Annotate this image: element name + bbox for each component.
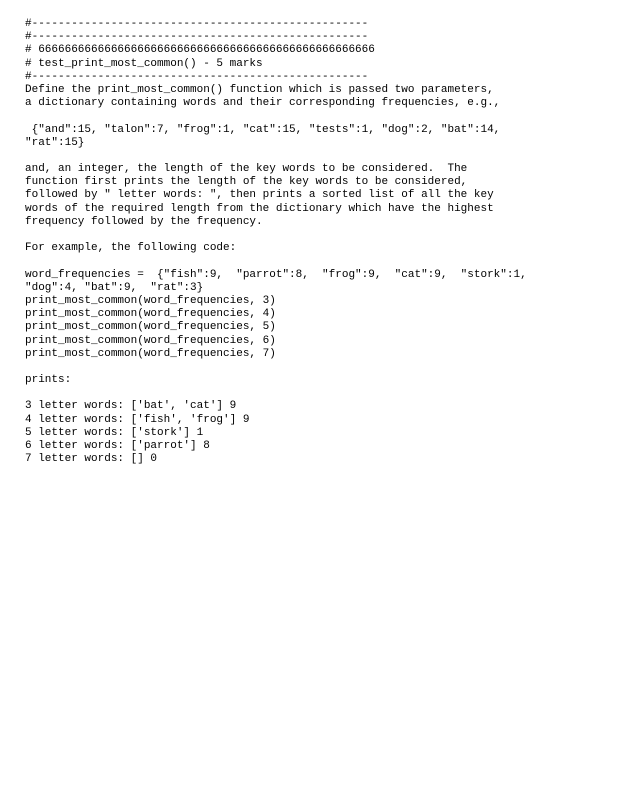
blank-line xyxy=(25,229,625,242)
code-line: "dog":4, "bat":9, "rat":3} xyxy=(25,281,204,294)
prints-label-line: prints: xyxy=(25,374,72,387)
output-line: 4 letter words: ['fish', 'frog'] 9 xyxy=(25,413,250,426)
code-line: word_frequencies = {"fish":9, "parrot":8, "frog":9, "cat":9, "stork":1, xyxy=(25,268,527,281)
description-line: a dictionary containing words and their corresponding frequencies, e.g., xyxy=(25,97,501,110)
code-line: print_most_common(word_frequencies, 6) xyxy=(25,334,276,347)
output-line: 6 letter words: ['parrot'] 8 xyxy=(25,440,210,452)
document-text xyxy=(25,18,625,466)
comment-sixes-line: # 666666666666666666666666666666666666666666666666666 xyxy=(25,44,375,57)
code-line: print_most_common(word_frequencies, 4) xyxy=(25,308,276,321)
output-line: 3 letter words: ['bat', 'cat'] 9 xyxy=(25,400,237,413)
example-dictionary-line: "rat":15} xyxy=(25,136,85,149)
comment-title-line: # test_print_most_common() - 5 marks xyxy=(25,57,263,70)
description-line: function first prints the length of the key words to be considered, xyxy=(25,176,468,189)
output-line: 5 letter words: ['stork'] 1 xyxy=(25,426,204,439)
blank-line xyxy=(25,255,625,268)
code-line: print_most_common(word_frequencies, 5) xyxy=(25,321,276,334)
example-intro-line: For example, the following code: xyxy=(25,242,237,255)
description-line: words of the required length from the dictionary which have the highest xyxy=(25,202,494,215)
example-dictionary-line: {"and":15, "talon":7, "frog":1, "cat":15, "tests":1, "dog":2, "bat":14, xyxy=(25,123,501,136)
blank-line xyxy=(25,387,625,400)
output-line: 7 letter words: [] 0 xyxy=(25,453,158,466)
blank-line xyxy=(25,361,625,374)
code-line: print_most_common(word_frequencies, 3) xyxy=(25,294,276,307)
code-line: print_most_common(word_frequencies, 7) xyxy=(25,347,276,360)
description-line: and, an integer, the length of the key words to be considered. The xyxy=(25,163,468,176)
description-line: followed by " letter words: ", then prints a sorted list of all the key xyxy=(25,189,494,202)
description-line: Define the print_most_common() function which is passed two parameters, xyxy=(25,83,494,96)
blank-line xyxy=(25,150,625,163)
comment-separator-line: #--------------------------------------------------- xyxy=(25,18,369,30)
description-line: frequency followed by the frequency. xyxy=(25,215,263,228)
blank-line xyxy=(25,110,625,123)
comment-separator-line: #--------------------------------------------------- xyxy=(25,31,369,44)
comment-separator-line: #--------------------------------------------------- xyxy=(25,70,369,83)
